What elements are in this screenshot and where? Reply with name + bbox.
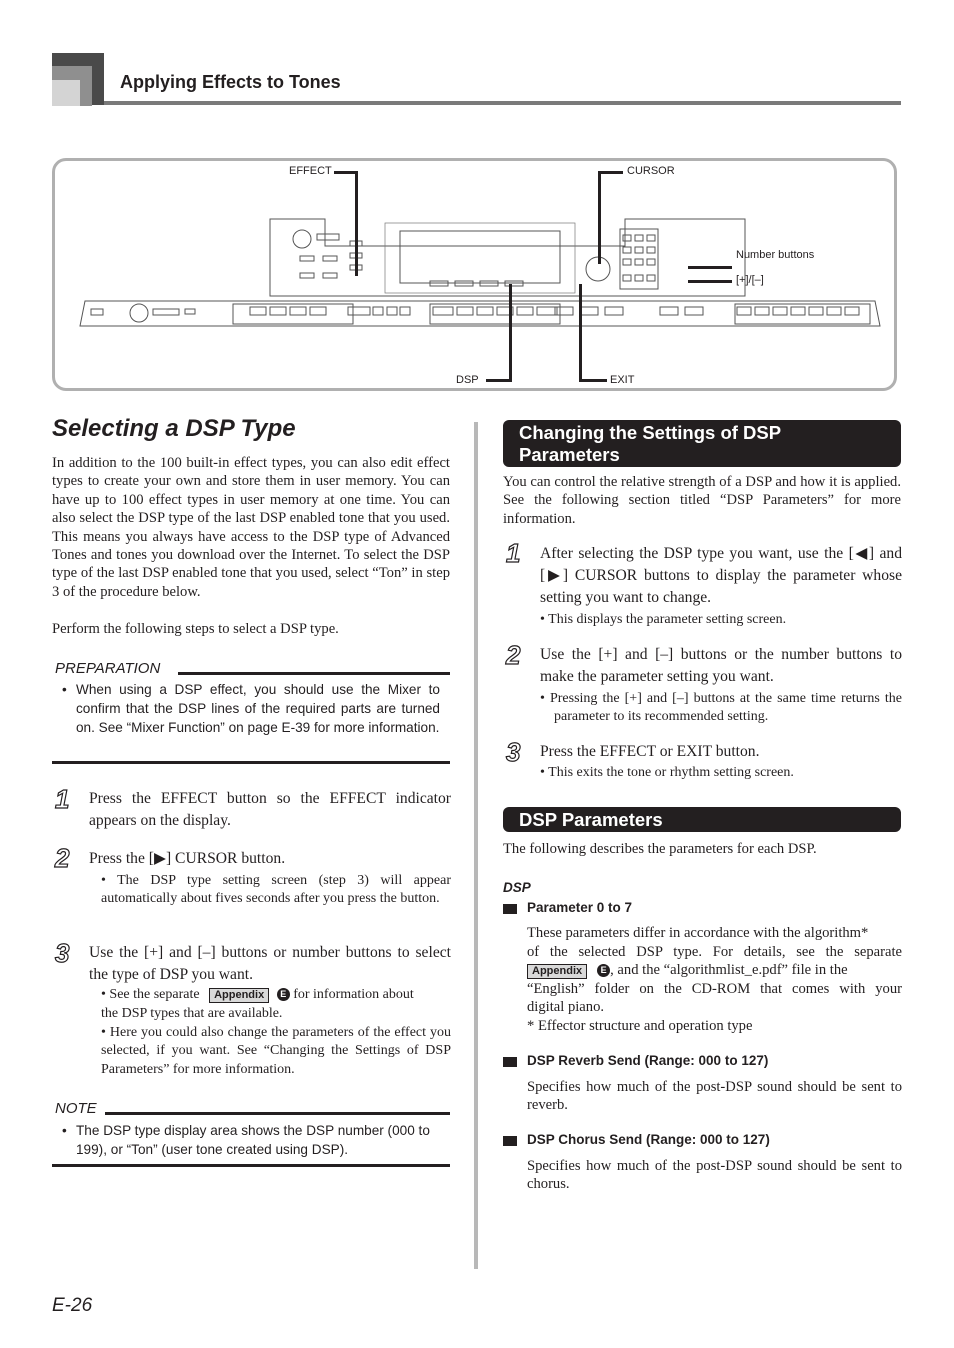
e-circle-icon-2: E <box>597 964 610 977</box>
r-step-2-sub: • Pressing the [+] and [–] buttons at the same time returns the parameter to its recommended setting. <box>540 691 902 725</box>
step-1-text: Press the EFFECT button so the EFFECT indicator appears on the display. <box>89 790 451 829</box>
section-dsp-parameters-title: DSP Parameters <box>519 809 663 830</box>
r-step-2-number: 2 <box>506 640 521 670</box>
note-bullet-mark: • <box>62 1123 67 1138</box>
page-number: E-26 <box>52 1295 93 1316</box>
dsp-callout-h <box>486 379 512 382</box>
param-1-marker <box>503 1057 517 1067</box>
preparation-bullet-mark: • <box>62 682 67 697</box>
dsp-subhead: DSP <box>503 880 531 895</box>
effect-callout-h <box>334 171 357 174</box>
param-1-text: Specifies how much of the post-DSP sound should be sent to reverb. <box>527 1079 902 1114</box>
section-changing-dsp-title-line1: Changing the Settings of DSP <box>519 422 782 443</box>
dsp-callout-v <box>509 284 512 381</box>
intro-paragraph: In addition to the 100 built-in effect types, you can also edit effect types to create your own and store them in user memory. You can have up to 100 effect types in user memory at one time. You can also select the DSP type of the last DSP enabled tone that you used. This means you always have access to the DSP type of Advanced Tones and tones you download over the Internet. To select the DSP type of the last DSP enabled tone that you used, select “Ton” in step 3 of the procedure below. <box>52 455 450 600</box>
header-rule <box>104 101 901 105</box>
column-divider <box>474 422 478 1269</box>
r-step-1-sub: • This displays the parameter setting screen. <box>540 612 787 627</box>
exit-callout-v <box>579 284 582 381</box>
appendix-badge: Appendix <box>209 988 269 1003</box>
label-cursor: CURSOR <box>627 165 675 177</box>
section-header-title: Applying Effects to Tones <box>120 72 341 92</box>
keyboard-panel-illustration <box>55 161 895 389</box>
param-2-text: Specifies how much of the post-DSP sound should be sent to chorus. <box>527 1158 902 1193</box>
section-changing-dsp-header <box>503 420 901 467</box>
param-0-line3-text: , and the “algorithmlist_e.pdf” file in the <box>610 962 848 978</box>
cursor-callout-v <box>598 171 601 264</box>
section-changing-dsp-intro: You can control the relative strength of a DSP and how it is applied. See the following section titled “DSP Parameters” for more information. <box>503 474 901 527</box>
param-1-head: DSP Reverb Send (Range: 000 to 127) <box>527 1053 769 1068</box>
note-rule <box>105 1112 450 1115</box>
section-changing-dsp-title-line2: Parameters <box>519 444 620 465</box>
step-3-sub-a <box>101 986 451 1004</box>
appendix-badge-2: Appendix <box>527 964 587 979</box>
effect-callout-v <box>355 171 358 276</box>
step-1-number: 1 <box>55 784 70 814</box>
param-0-line3 <box>527 961 902 979</box>
label-number-buttons: Number buttons <box>736 249 815 261</box>
r-step-3-number: 3 <box>506 737 521 767</box>
section-dsp-parameters-header <box>503 807 901 832</box>
page-title: Selecting a DSP Type <box>52 415 296 442</box>
param-0-line1: These parameters differ in accordance with the algorithm* <box>527 925 869 941</box>
step-3-number: 3 <box>55 938 70 968</box>
plusminus-callout-h <box>688 280 732 283</box>
param-0-head: Parameter 0 to 7 <box>527 900 633 915</box>
note-bottom-rule <box>52 1164 450 1167</box>
step-3-text: Use the [+] and [–] buttons or number buttons to select the type of DSP you want. <box>89 944 451 983</box>
r-step-3-sub: • This exits the tone or rhythm setting screen. <box>540 765 794 780</box>
r-step-1-number: 1 <box>506 538 521 568</box>
intro-paragraph-2: Perform the following steps to select a DSP type. <box>52 621 339 637</box>
step-3-sub-b: • Here you could also change the parameters of the effect you selected, if you want. See “Changing the Settings of DSP Parameters” for more information. <box>101 1025 451 1077</box>
r-step-1-text: After selecting the DSP type you want, use the [◀] and [▶] CURSOR buttons to display the parameter whose setting you want to change. <box>540 545 902 606</box>
param-0-line5: digital piano. <box>527 999 605 1015</box>
label-dsp: DSP <box>456 374 479 386</box>
param-2-head: DSP Chorus Send (Range: 000 to 127) <box>527 1132 770 1147</box>
preparation-rule <box>178 672 450 675</box>
exit-callout-h <box>579 379 607 382</box>
r-step-3-text: Press the EFFECT or EXIT button. <box>540 743 760 760</box>
param-0-footnote: * Effector structure and operation type <box>527 1018 753 1034</box>
number-callout-h <box>688 266 732 269</box>
preparation-label: PREPARATION <box>55 660 161 677</box>
step-2-number: 2 <box>55 843 70 873</box>
preparation-text: When using a DSP effect, you should use the Mixer to confirm that the DSP lines of the required parts are turned on. See “Mixer Function” on page E-39 for more information. <box>76 682 440 735</box>
header-graphic-inner <box>52 80 80 106</box>
note-text: The DSP type display area shows the DSP number (000 to 199), or “Ton” (user tone created using DSP). <box>76 1123 430 1157</box>
e-circle-icon: E <box>277 988 290 1001</box>
cursor-callout-h <box>598 171 623 174</box>
r-step-2-text: Use the [+] and [–] buttons or the number buttons to make the parameter setting you want. <box>540 646 902 685</box>
label-effect: EFFECT <box>289 165 332 177</box>
step-2-sub: • The DSP type setting screen (step 3) will appear automatically about fives seconds after you press the button. <box>101 873 451 907</box>
dsp-parameters-intro: The following describes the parameters for each DSP. <box>503 841 817 857</box>
label-exit: EXIT <box>610 374 635 386</box>
step-3-sub-a-post: for information about <box>293 987 414 1002</box>
param-0-marker <box>503 904 517 914</box>
param-0-line4: “English” folder on the CD-ROM that comes with your <box>527 981 902 997</box>
note-label: NOTE <box>55 1100 97 1117</box>
param-2-marker <box>503 1136 517 1146</box>
step-2-text: Press the [▶] CURSOR button. <box>89 850 286 867</box>
label-plus-minus: [+]/[–] <box>736 274 764 286</box>
param-0-line2: of the selected DSP type. For details, see the separate <box>527 944 902 960</box>
preparation-bottom-rule <box>52 761 450 764</box>
step-3-sub-a-line2: the DSP types that are available. <box>101 1006 283 1021</box>
step-3-sub-a-pre: • See the separate <box>101 987 200 1002</box>
